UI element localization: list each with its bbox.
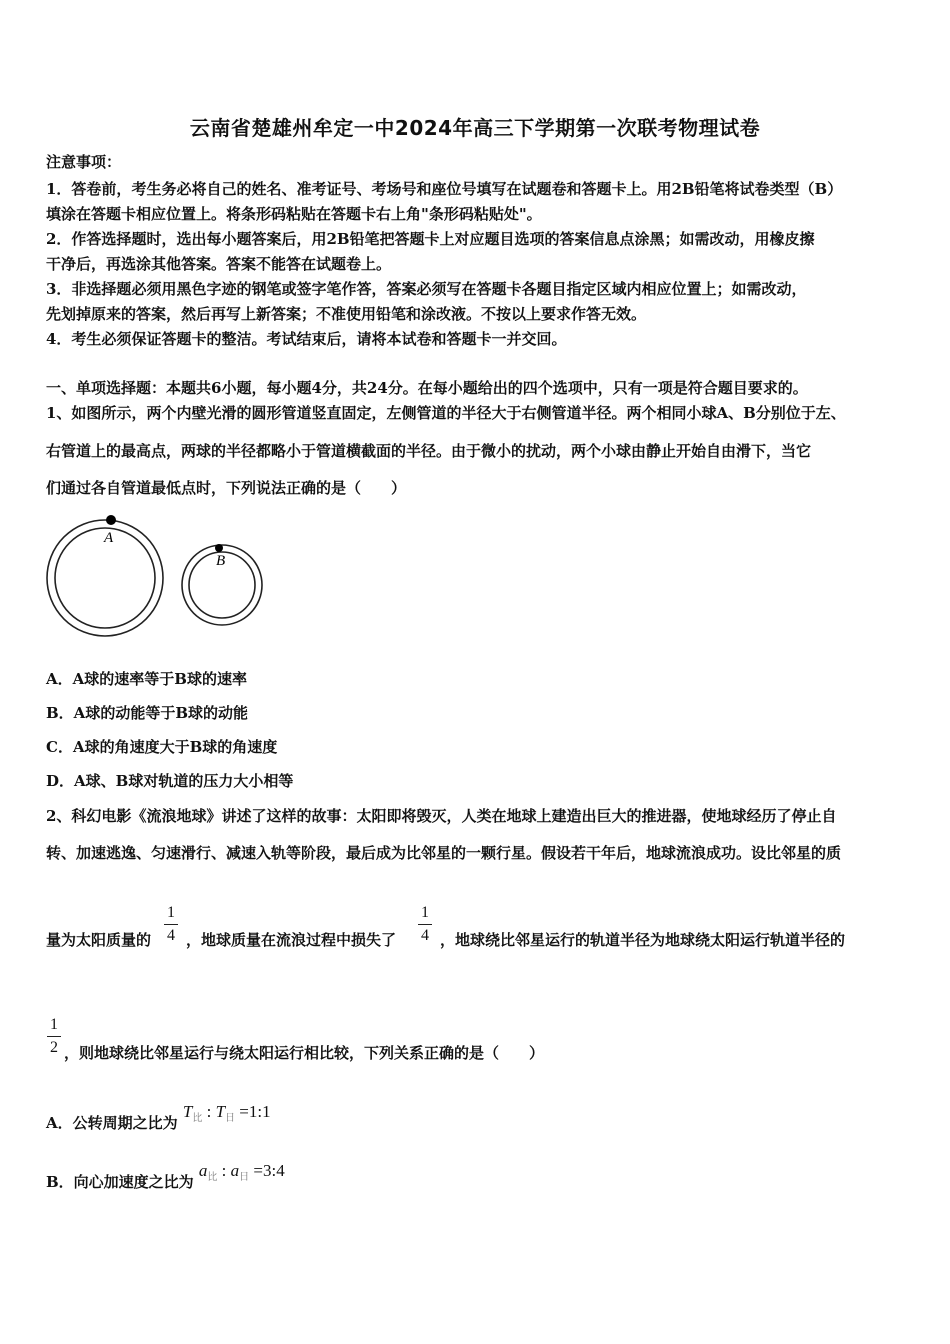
question-1-line: 1、如图所示，两个内壁光滑的圆形管道竖直固定，左侧管道的半径大于右侧管道半径。两个相同小球A、B分别位于左、 xyxy=(46,404,846,422)
notice-line: 4．考生必须保证答题卡的整洁。考试结束后，请将本试卷和答题卡一并交回。 xyxy=(46,330,567,348)
q2-option-b xyxy=(46,1161,285,1194)
fraction-numerator: 1 xyxy=(50,1016,58,1033)
question-2-line: 2、科幻电影《流浪地球》讲述了这样的故事：太阳即将毁灭，人类在地球上建造出巨大的推进器，使地球经历了停止自 xyxy=(46,807,837,825)
acceleration-ratio-formula xyxy=(198,1161,285,1183)
fraction-one-quarter xyxy=(164,904,178,945)
notice-line: 干净后，再选涂其他答案。答案不能答在试题卷上。 xyxy=(46,255,392,273)
formula-sub: 比 xyxy=(207,1172,218,1183)
q2-option-a-text: A．公转周期之比为 xyxy=(46,1114,178,1132)
pipes-figure xyxy=(44,508,266,642)
label-a: A xyxy=(104,530,114,546)
fraction-one-quarter xyxy=(418,904,432,945)
option-c: C．A球的角速度大于B球的角速度 xyxy=(46,738,278,756)
fraction-denominator: 4 xyxy=(167,927,175,944)
fraction-numerator: 1 xyxy=(421,904,429,921)
option-d: D．A球、B球对轨道的压力大小相等 xyxy=(46,772,294,790)
formula-sub: 比 xyxy=(192,1113,203,1124)
formula-var: T xyxy=(182,1102,193,1121)
question-2-line4: ，则地球绕比邻星运行与绕太阳运行相比较，下列关系正确的是（ ） xyxy=(64,1044,545,1062)
question-2-line3-a: 量为太阳质量的 xyxy=(46,931,152,949)
formula-sep: : xyxy=(206,1102,212,1121)
fraction-numerator: 1 xyxy=(167,904,175,921)
question-2-line3-c: ，地球绕比邻星运行的轨道半径为地球绕太阳运行轨道半径的 xyxy=(440,931,846,949)
q2-option-b-text: B．向心加速度之比为 xyxy=(46,1173,194,1191)
page-title: 云南省楚雄州牟定一中2024年高三下学期第一次联考物理试卷 xyxy=(189,116,761,140)
notice-line: 2．作答选择题时，选出每小题答案后，用2B铅笔把答题卡上对应题目选项的答案信息点涂黑；如需改动，用橡皮擦 xyxy=(46,230,815,248)
formula-rhs: =1:1 xyxy=(239,1102,271,1121)
formula-var: a xyxy=(198,1161,208,1180)
question-1-line: 右管道上的最高点，两球的半径都略小于管道横截面的半径。由于微小的扰动，两个小球由静止开始自由滑下，当它 xyxy=(46,442,812,460)
notice-line: 3．非选择题必须用黑色字迹的钢笔或签字笔作答，答案必须写在答题卡各题目指定区域内相应位置上；如需改动， xyxy=(46,280,807,298)
notice-line: 先划掉原来的答案，然后再写上新答案；不准使用铅笔和涂改液。不按以上要求作答无效。 xyxy=(46,305,647,323)
label-b: B xyxy=(216,553,226,569)
fraction-one-half xyxy=(47,1016,61,1057)
q2-option-a xyxy=(46,1102,271,1135)
formula-sep: : xyxy=(221,1161,227,1180)
formula-var: a xyxy=(230,1161,240,1180)
fraction-denominator: 2 xyxy=(50,1039,58,1056)
period-ratio-formula xyxy=(182,1102,271,1124)
question-1-line: 们通过各自管道最低点时，下列说法正确的是（ ） xyxy=(46,479,407,497)
formula-sub: 日 xyxy=(225,1113,236,1124)
notice-heading: 注意事项： xyxy=(46,153,122,171)
option-b: B．A球的动能等于B球的动能 xyxy=(46,704,248,722)
question-2-line: 转、加速逃逸、匀速滑行、减速入轨等阶段，最后成为比邻星的一颗行星。假设若干年后，地球流浪成功。设比邻星的质 xyxy=(46,844,842,862)
question-2-line3-b: ，地球质量在流浪过程中损失了 xyxy=(186,931,397,949)
ball-a xyxy=(106,515,116,525)
formula-var: T xyxy=(215,1102,226,1121)
fraction-denominator: 4 xyxy=(421,927,429,944)
notice-line: 填涂在答题卡相应位置上。将条形码粘贴在答题卡右上角"条形码粘贴处"。 xyxy=(46,205,542,223)
ball-b xyxy=(215,544,223,552)
option-a: A．A球的速率等于B球的速率 xyxy=(46,670,247,688)
notice-line: 1．答卷前，考生务必将自己的姓名、准考证号、考场号和座位号填写在试题卷和答题卡上。用2B铅笔将试卷类型（B） xyxy=(46,180,843,198)
formula-sub: 日 xyxy=(239,1172,250,1183)
formula-rhs: =3:4 xyxy=(253,1161,285,1180)
section-heading: 一、单项选择题：本题共6小题，每小题4分，共24分。在每小题给出的四个选项中，只有一项是符合题目要求的。 xyxy=(46,379,808,397)
